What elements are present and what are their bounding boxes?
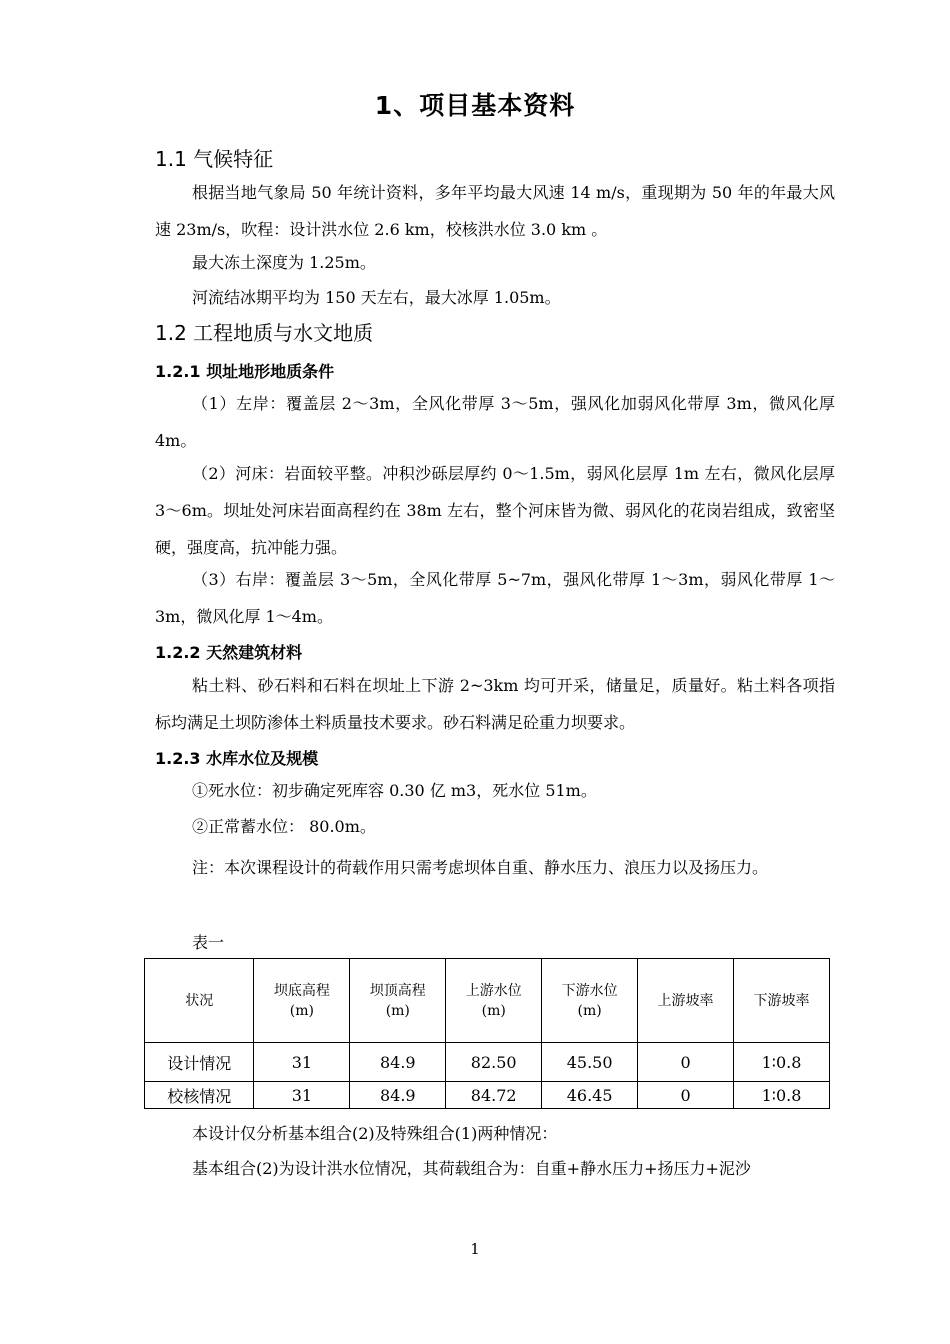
- paragraph-normal-water-level: ②正常蓄水位： 80.0m。: [192, 817, 376, 836]
- table-header-cell: [350, 959, 446, 1043]
- paragraph-riverbed: （2）河床：岩面较平整。冲积沙砾层厚约 0～1.5m，弱风化层厚 1m 左右，微风化层厚 3～6m。坝址处河床岩面高程约在 38m 左右，整个河床皆为微、弱风化的花岗岩组成，致密坚硬，强度高，抗冲能力强。: [155, 464, 835, 557]
- paragraph-note: 注：本次课程设计的荷载作用只需考虑坝体自重、静水压力、浪压力以及扬压力。: [192, 858, 769, 877]
- table-cell: 31: [254, 1082, 350, 1109]
- subsection-heading-materials: 1.2.2 天然建筑材料: [155, 643, 303, 662]
- header-label: 坝顶高程 (m): [369, 982, 426, 1019]
- table-cell: 84.9: [350, 1043, 446, 1082]
- header-label: 坝底高程 (m): [273, 982, 330, 1019]
- section-heading-geology: 1.2 工程地质与水文地质: [155, 321, 374, 345]
- table-cell: 设计情况: [145, 1043, 254, 1082]
- paragraph-wind: 根据当地气象局 50 年统计资料，多年平均最大风速 14 m/s，重现期为 50 年的年最大风速 23m/s，吹程：设计洪水位 2.6 km，校核洪水位 3.0 km 。: [155, 183, 835, 239]
- page-title: 1、项目基本资料: [374, 91, 576, 120]
- table-cell: 1∶0.8: [734, 1043, 830, 1082]
- table-cell: 46.45: [542, 1082, 638, 1109]
- table-header-cell: [446, 959, 542, 1043]
- header-label: 下游水位 (m): [561, 982, 618, 1019]
- table-cell: 0: [638, 1082, 734, 1109]
- table-header-cell: 状况: [145, 959, 254, 1043]
- paragraph-frost-depth: 最大冻土深度为 1.25m。: [192, 253, 376, 272]
- table-cell: 84.72: [446, 1082, 542, 1109]
- table-row: [145, 1043, 830, 1082]
- paragraph-load-combinations: 本设计仅分析基本组合(2)及特殊组合(1)两种情况：: [192, 1124, 558, 1143]
- table-cell: 0: [638, 1043, 734, 1082]
- paragraph-materials: 粘土料、砂石料和石料在坝址上下游 2~3km 均可开采，储量足，质量好。粘土料各项指标均满足土坝防渗体土料质量技术要求。砂石料满足砼重力坝要求。: [155, 676, 835, 732]
- table-caption: 表一: [192, 933, 225, 952]
- header-label: 上游水位 (m): [465, 982, 522, 1019]
- table-header-cell: [542, 959, 638, 1043]
- table-cell: 1∶0.8: [734, 1082, 830, 1109]
- subsection-heading-dam-site: 1.2.1 坝址地形地质条件: [155, 362, 335, 381]
- table-cell: 校核情况: [145, 1082, 254, 1109]
- section-heading-climate: 1.1 气候特征: [155, 147, 274, 171]
- paragraph-basic-combination: 基本组合(2)为设计洪水位情况，其荷载组合为：自重+静水压力+扬压力+泥沙: [192, 1159, 751, 1178]
- table-cell: 84.9: [350, 1082, 446, 1109]
- paragraph-ice: 河流结冰期平均为 150 天左右，最大冰厚 1.05m。: [192, 288, 561, 307]
- paragraph-right-bank: （3）右岸：覆盖层 3～5m，全风化带厚 5~7m，强风化带厚 1～3m，弱风化带厚 1～3m，微风化厚 1～4m。: [155, 570, 835, 626]
- water-level-table: [144, 958, 830, 1109]
- table-cell: 31: [254, 1043, 350, 1082]
- table-row: [145, 1082, 830, 1109]
- page-number: 1: [470, 1240, 480, 1258]
- table-header-cell: 下游坡率: [734, 959, 830, 1043]
- table-cell: 45.50: [542, 1043, 638, 1082]
- subsection-heading-reservoir: 1.2.3 水库水位及规模: [155, 749, 319, 768]
- table-header-cell: [254, 959, 350, 1043]
- table-header-cell: 上游坡率: [638, 959, 734, 1043]
- paragraph-dead-water-level: ①死水位：初步确定死库容 0.30 亿 m3，死水位 51m。: [192, 781, 597, 800]
- table-cell: 82.50: [446, 1043, 542, 1082]
- paragraph-left-bank: （1）左岸：覆盖层 2～3m，全风化带厚 3～5m，强风化加弱风化带厚 3m，微风化厚 4m。: [155, 394, 835, 450]
- table-header-row: [145, 959, 830, 1043]
